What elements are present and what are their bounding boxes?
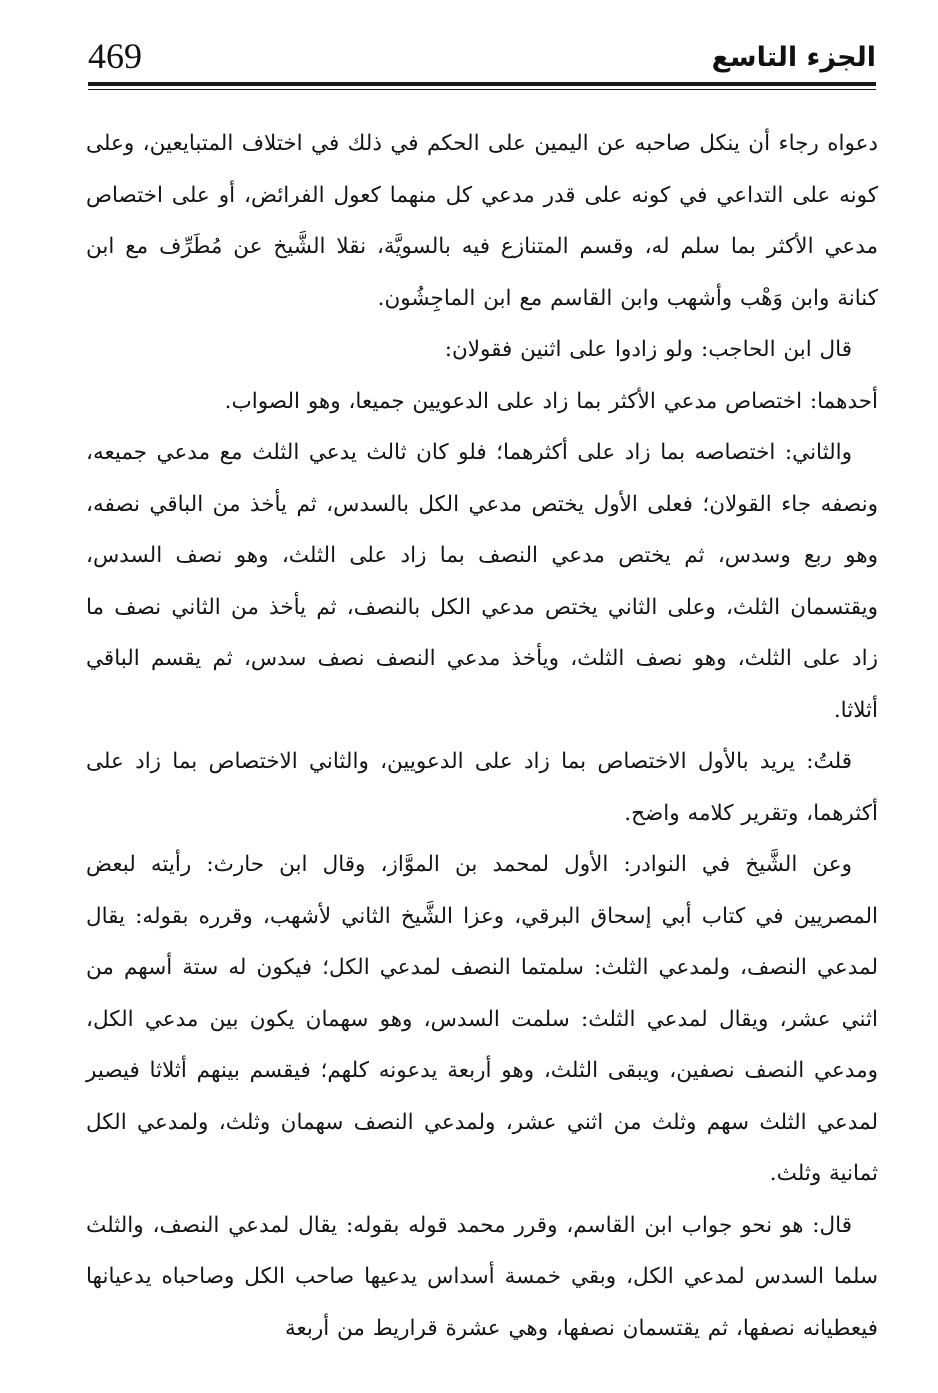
- paragraph-3: أحدهما: اختصاص مدعي الأكثر بما زاد على الدعويين جميعا، وهو الصواب.: [224, 388, 878, 414]
- page-header: [88, 30, 876, 90]
- header-rule-thick: [88, 82, 876, 86]
- paragraph-2: قال ابن الحاجب: ولو زادوا على اثنين فقولان:: [444, 337, 852, 362]
- paragraph-5: قلتُ: يريد بالأول الاختصاص بما زاد على الدعويين، والثاني الاختصاص بما زاد على أكثرهما، وتقرير كلامه واضح.: [86, 749, 878, 826]
- paragraph-6: وعن الشَّيخ في النوادر: الأول لمحمد بن الموَّاز، وقال ابن حارث: رأيته لبعض المصريين في كتاب أبي إسحاق البرقي، وعزا الشَّيخ الثاني لأشهب، وقرره بقوله: يقال لمدعي النصف، ولمدعي الثلث: سلمتما النصف لمدعي الكل؛ فيكون له ستة أسهم من اثني عشر، ويقال لمدعي الثلث: سلمت السدس، وهو سهمان يكون بين مدعي الكل، ومدعي النصف نصفين، ويبقى الثلث، وهو أربعة يدعونه كلهم؛ فيقسم بينهم أثلاثا فيصير لمدعي الثلث سهم وثلث من اثني عشر، ولمدعي النصف سهمان وثلث، ولمدعي الكل ثمانية وثلث.: [86, 852, 878, 1186]
- paragraph-7: قال: هو نحو جواب ابن القاسم، وقرر محمد قوله بقوله: يقال لمدعي النصف، والثلث سلما السدس لمدعي الكل، وبقي خمسة أسداس يدعيها صاحب الكل وصاحباه يدعيانها فيعطيانه نصفها، ثم يقتسمان نصفها، وهي عشرة قراريط من أربعة: [86, 1212, 878, 1341]
- running-title: الجزء التاسع: [711, 42, 876, 73]
- page-body: [86, 118, 878, 1354]
- paragraph-1: دعواه رجاء أن ينكل صاحبه عن اليمين على الحكم في ذلك في اختلاف المتبايعين، وعلى كونه على التداعي في كونه على قدر مدعي كل منهما كعول الفرائض، أو على اختصاص مدعي الأكثر بما سلم له، وقسم المتنازع فيه بالسويَّة، نقلا الشَّيخ عن مُطَرِّف مع ابن كنانة وابن وَهْب وأشهب وابن القاسم مع ابن الماجِشُون.: [86, 131, 878, 311]
- header-rule-thin: [88, 89, 876, 90]
- page-number: 469: [88, 36, 142, 76]
- paragraph-4: والثاني: اختصاصه بما زاد على أكثرهما؛ فلو كان ثالث يدعي الثلث مع مدعي جميعه، ونصفه جاء القولان؛ فعلى الأول يختص مدعي الكل بالسدس، ثم يأخذ من الباقي نصفه، وهو ربع وسدس، ثم يختص مدعي النصف بما زاد على الثلث، وهو نصف السدس، ويقتسمان الثلث، وعلى الثاني يختص مدعي الكل بالنصف، ثم يأخذ من الثاني نصف ما زاد على الثلث، وهو نصف الثلث، ويأخذ مدعي النصف نصف سدس، ثم يقسم الباقي أثلاثا.: [86, 440, 878, 723]
